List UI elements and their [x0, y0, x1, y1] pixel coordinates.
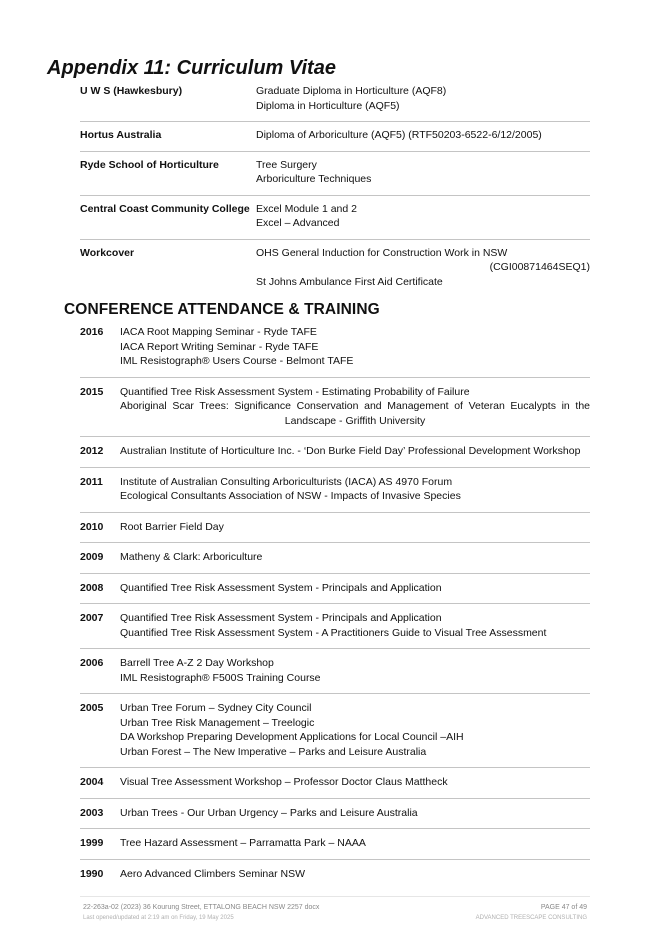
conference-year: 2016	[80, 326, 104, 338]
conference-items	[120, 836, 590, 851]
qualification-list	[256, 202, 590, 231]
institution-name: Ryde School of Horticulture	[80, 158, 219, 171]
conference-items	[120, 325, 590, 369]
education-row	[80, 84, 590, 122]
conference-table	[80, 324, 590, 895]
conference-item: Quantified Tree Risk Assessment System - Estimating Probability of Failure	[120, 385, 470, 398]
conference-item: IACA Root Mapping Seminar - Ryde TAFE	[120, 326, 317, 338]
footer-saved-info: Last opened/updated at 2:19 am on Friday, 19 May 2025	[83, 915, 234, 921]
conference-items	[120, 867, 590, 882]
conference-item: Ecological Consultants Association of NSW - Impacts of Invasive Species	[120, 490, 461, 502]
conference-row	[80, 519, 590, 544]
conference-item: IACA Report Writing Seminar - Ryde TAFE	[120, 340, 319, 353]
conference-items	[120, 656, 590, 685]
qualification: Graduate Diploma in Horticulture (AQF8)	[256, 85, 447, 97]
conference-row	[80, 774, 590, 799]
institution-name: Central Coast Community College	[80, 202, 250, 215]
conference-item: Urban Forest – The New Imperative – Parks and Leisure Australia	[120, 745, 427, 758]
conference-row	[80, 805, 590, 830]
qualification-list	[256, 246, 590, 290]
qualification: OHS General Induction for Construction Work in NSW	[256, 246, 508, 259]
conference-items	[120, 444, 590, 459]
conference-year: 2009	[80, 551, 104, 563]
conference-year: 2004	[80, 776, 104, 788]
conference-item: DA Workshop Preparing Development Applications for Local Council –AIH	[120, 731, 464, 743]
conference-item: Landscape - Griffith University	[284, 414, 426, 427]
conference-row	[80, 324, 590, 378]
education-row	[80, 202, 590, 240]
conference-row	[80, 835, 590, 860]
conference-item: Aboriginal Scar Trees: Significance Conservation and Management of Veteran Eucalypts in the	[120, 400, 590, 412]
conference-year: 2011	[80, 475, 103, 488]
qualification: Excel Module 1 and 2	[256, 202, 357, 215]
qualification-list	[256, 158, 590, 187]
education-row	[80, 246, 590, 298]
conference-year: 2015	[80, 385, 104, 398]
conference-row	[80, 384, 590, 438]
conference-item: Root Barrier Field Day	[120, 520, 224, 533]
conference-row	[80, 580, 590, 605]
institution-name: U W S (Hawkesbury)	[80, 85, 183, 97]
conference-year: 2005	[80, 702, 104, 714]
qualification: Diploma in Horticulture (AQF5)	[256, 99, 400, 112]
qualification-list	[256, 84, 590, 113]
conference-row	[80, 655, 590, 694]
conference-year: 2010	[80, 520, 104, 533]
conference-item: Quantified Tree Risk Assessment System - Principals and Application	[120, 612, 442, 624]
conference-year: 2012	[80, 445, 104, 457]
footer-company: ADVANCED TREESCAPE CONSULTING	[475, 915, 587, 921]
footer-divider	[80, 896, 590, 897]
education-row	[80, 158, 590, 196]
education-table	[80, 84, 590, 303]
conference-items	[120, 701, 590, 759]
conference-row	[80, 474, 590, 513]
conference-item: Australian Institute of Horticulture Inc. - ‘Don Burke Field Day’ Professional Development Workshop	[120, 445, 581, 457]
qualification-list	[256, 128, 590, 143]
footer-document-name: 22-263a-02 (2023) 36 Kourung Street, ETTALONG BEACH NSW 2257 docx	[83, 904, 320, 911]
institution-name: Workcover	[80, 246, 135, 259]
conference-items	[120, 581, 590, 596]
conference-year: 2008	[80, 581, 104, 594]
conference-row	[80, 549, 590, 574]
conference-row	[80, 866, 590, 890]
conference-items	[120, 520, 590, 535]
conference-items	[120, 611, 590, 640]
page-title: Appendix 11: Curriculum Vitae	[47, 57, 336, 79]
conference-row	[80, 700, 590, 768]
education-row	[80, 128, 590, 152]
conference-item: Visual Tree Assessment Workshop – Professor Doctor Claus Mattheck	[120, 776, 448, 788]
footer-page-number: PAGE 47 of 49	[540, 904, 587, 911]
section-heading: CONFERENCE ATTENDANCE & TRAINING	[64, 301, 380, 318]
conference-year: 2006	[80, 657, 104, 669]
qualification: Diploma of Arboriculture (AQF5) (RTF50203-6522-6/12/2005)	[256, 129, 542, 141]
conference-item: Matheny & Clark: Arboriculture	[120, 551, 263, 563]
conference-items	[120, 385, 590, 429]
qualification-reference: (CGI00871464SEQ1)	[489, 261, 590, 273]
conference-year: 1990	[80, 867, 104, 880]
conference-items	[120, 806, 590, 821]
qualification: Arboriculture Techniques	[256, 173, 372, 185]
conference-item: Quantified Tree Risk Assessment System - Principals and Application	[120, 581, 442, 594]
conference-row	[80, 610, 590, 649]
institution-name: Hortus Australia	[80, 129, 162, 141]
conference-year: 1999	[80, 837, 104, 849]
conference-item: Tree Hazard Assessment – Parramatta Park – NAAA	[120, 837, 366, 849]
conference-item: IML Resistograph® F500S Training Course	[120, 671, 321, 684]
conference-item: Quantified Tree Risk Assessment System - A Practitioners Guide to Visual Tree Assessment	[120, 626, 547, 639]
qualification: St Johns Ambulance First Aid Certificate	[256, 275, 443, 288]
conference-item: Institute of Australian Consulting Arboriculturists (IACA) AS 4970 Forum	[120, 475, 453, 488]
conference-item: Urban Trees - Our Urban Urgency – Parks and Leisure Australia	[120, 806, 418, 819]
conference-items	[120, 550, 590, 565]
conference-item: Aero Advanced Climbers Seminar NSW	[120, 867, 305, 880]
qualification: Tree Surgery	[256, 158, 317, 171]
conference-year: 2007	[80, 612, 104, 624]
conference-item: IML Resistograph® Users Course - Belmont TAFE	[120, 355, 354, 367]
conference-item: Urban Tree Risk Management – Treelogic	[120, 716, 315, 729]
conference-items	[120, 775, 590, 790]
qualification: Excel – Advanced	[256, 217, 340, 229]
conference-items	[120, 475, 590, 504]
footer-row	[83, 902, 587, 913]
conference-item: Barrell Tree A-Z 2 Day Workshop	[120, 657, 274, 669]
page-footer	[83, 902, 587, 924]
conference-year: 2003	[80, 806, 104, 819]
conference-row	[80, 443, 590, 468]
footer-row	[83, 913, 587, 924]
conference-item: Urban Tree Forum – Sydney City Council	[120, 702, 312, 714]
